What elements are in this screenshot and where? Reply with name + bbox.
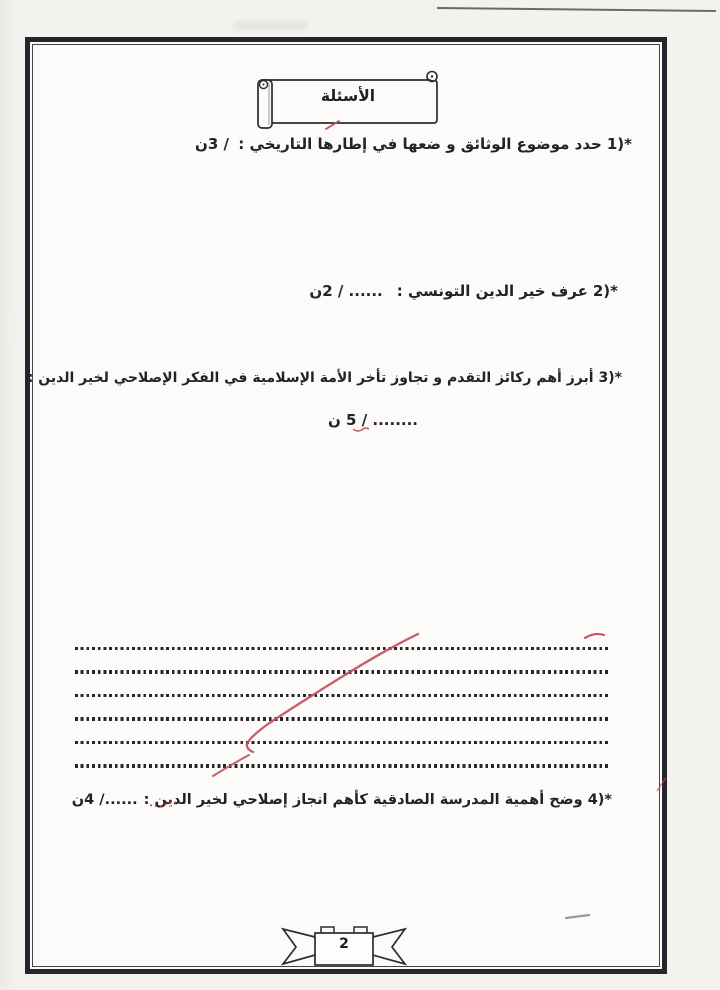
scan-smudge: [233, 21, 308, 30]
answer-line: [75, 647, 608, 650]
question-3-text: أبرز أهم ركائز التقدم و تجاوز تأخر الأمة الإسلامية في الفكر الإصلاحي لخير الدين :: [27, 370, 594, 386]
question-2-score: ...... / 2ن: [309, 282, 383, 300]
question-2-text: عرف خير الدين التونسي :: [396, 282, 588, 300]
scan-edge-shadow: [0, 0, 22, 990]
answer-line: [75, 764, 608, 767]
answer-line: [75, 717, 608, 720]
question-2: [309, 280, 618, 302]
question-4-number: 4)*: [587, 792, 612, 808]
question-1: [195, 133, 632, 155]
scan-edge-line: [437, 8, 716, 11]
question-4: [72, 789, 612, 811]
page-title: الأسئلة: [320, 87, 376, 105]
question-1-score: / 3ن: [195, 135, 229, 153]
answer-line: [75, 694, 608, 697]
page-border-inner-line: [32, 44, 660, 967]
question-4-score: ....../ 4ن: [71, 792, 138, 808]
question-3: [28, 367, 622, 389]
question-4-text: وضح أهمية المدرسة الصادقية كأهم انجاز إصلاحي لخير الدين :: [143, 792, 583, 808]
answer-line: [75, 741, 608, 744]
page-number: 2: [339, 936, 349, 952]
question-1-number: 1)*: [606, 135, 632, 153]
question-3-score: ........ / 5 ن: [328, 411, 418, 429]
question-1-text: حدد موضوع الوثائق و ضعها في إطارها التاريخي :: [238, 135, 602, 153]
page-border-frame: [25, 37, 667, 974]
question-2-number: 2)*: [592, 282, 618, 300]
answer-lines: [75, 647, 608, 788]
answer-line: [75, 670, 608, 673]
question-3-number: 3)*: [598, 370, 622, 386]
